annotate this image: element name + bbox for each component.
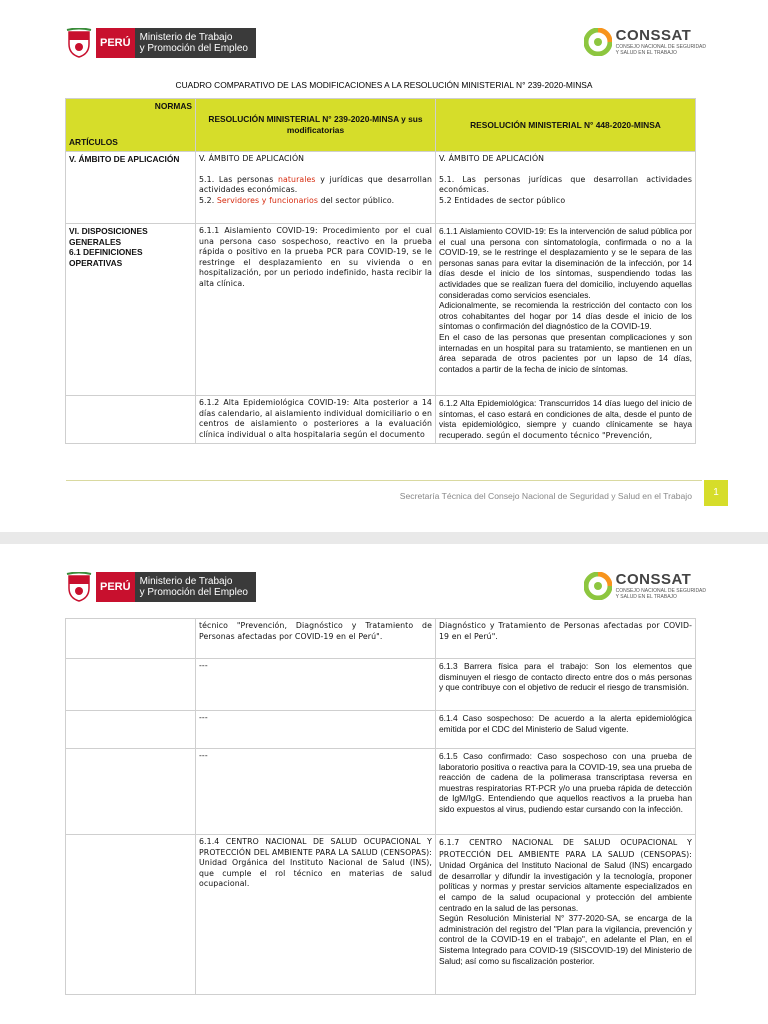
ministry-logo — [66, 570, 256, 604]
comparison-table-page-2 — [65, 618, 696, 995]
section-title: V. ÁMBITO DE APLICACIÓN — [199, 154, 305, 163]
row-col3-cell: Diagnóstico y Tratamiento de Personas afectadas por COVID-19 en el Perú". — [436, 619, 696, 659]
text-fragment: 6.1.2 Alta Epidemiológica: Transcurridos 14 días luego del inicio de síntomas, el caso estará en condiciones de alta, desde el punto de vista epidemiológico, siempre y cuando clínicamente se haya recuperado. — [439, 398, 692, 440]
document-page-2 — [0, 544, 768, 1024]
ministry-name — [135, 572, 256, 602]
text-fragment: Unidad Orgánica del Instituto Nacional de Salud (INS) encargado de desarrollar y difundir la investigación y la tecnología, proponer políticas y normas y prestar servicios altamente especializados en el campo de la salud ocupacional y protección del ambiente centrado en la salud de las personas. — [439, 860, 692, 913]
article-label-line: VI. DISPOSICIONES GENERALES — [69, 226, 148, 247]
row-col2-cell: --- — [196, 749, 436, 835]
text-fragment: del sector público. — [318, 195, 395, 205]
row-col3-cell — [436, 224, 696, 396]
row-col2-cell: técnico "Prevención, Diagnóstico y Tratamiento de Personas afectadas por COVID-19 en el Perú". — [196, 619, 436, 659]
comparison-table-page-1 — [65, 98, 696, 444]
paragraph: 5.2 Entidades de sector público — [439, 195, 566, 205]
row-article-label — [66, 711, 196, 749]
row-article-label — [66, 749, 196, 835]
text-fragment: 6.1.7 CENTRO NACIONAL DE SALUD OCUPACIONAL Y PROTECCIÓN DEL AMBIENTE PARA LA SALUD (CENSOPAS): — [439, 838, 692, 859]
paragraph: Según Resolución Ministerial N° 377-2020-SA, se encarga de la administración del registro del "Plan para la vigilancia, prevención y control de la COVID-19 en el trabajo", en adelante el Plan, en el Sistema Integrado para COVID-19 (SISCOVID-19) del Ministerio de Salud; así como su fiscalización posterior. — [439, 913, 692, 966]
peru-label: PERÚ — [96, 28, 135, 58]
table-row — [66, 835, 696, 995]
text-fragment: y jurídicas que desarrollan actividades económicas. — [199, 174, 432, 195]
conssat-logo — [584, 572, 706, 600]
text-fragment: 5.2. — [199, 195, 217, 205]
paragraph — [439, 837, 692, 913]
row-article-label: V. ÁMBITO DE APLICACIÓN — [66, 152, 196, 224]
row-col3-cell: 6.1.4 Caso sospechoso: De acuerdo a la alerta epidemiológica emitida por el CDC del Ministerio de Salud vigente. — [436, 711, 696, 749]
article-label-line: 6.1 DEFINICIONES OPERATIVAS — [69, 247, 143, 268]
row-col3-cell — [436, 152, 696, 224]
highlight-servidores: Servidores y funcionarios — [216, 195, 319, 205]
peru-label: PERÚ — [96, 572, 135, 602]
ministry-name — [135, 28, 256, 58]
coat-of-arms-icon — [66, 28, 92, 58]
row-article-label — [66, 396, 196, 444]
row-col3-cell: 6.1.5 Caso confirmado: Caso sospechoso con una prueba de laboratorio positiva o reactiva para la COVID-19, sea una prueba de reacción de cadena de la polimerasa transcriptasa reversa en muestras respiratorias RT-PCR y/o una prueba rápida de detección de IgM/IgG. Entendiendo que aquellos reactivos a la prueba han sido expuestos al virus, pudiendo estar cursando con la infección. — [436, 749, 696, 835]
table-row — [66, 619, 696, 659]
conssat-subtitle-1: CONSEJO NACIONAL DE SEGURIDAD — [615, 44, 706, 50]
ministry-logo — [66, 26, 256, 60]
paragraph: Adicionalmente, se recomienda la restricción del contacto con los otros cohabitantes del hogar por 14 días desde el inicio de los síntomas o confirmación del diagnóstico de la COVID-19. — [439, 300, 692, 332]
conssat-ring-icon — [584, 28, 612, 56]
row-col2-cell: --- — [196, 659, 436, 711]
conssat-subtitle-2: Y SALUD EN EL TRABAJO — [615, 50, 677, 56]
section-title: V. ÁMBITO DE APLICACIÓN — [439, 154, 545, 163]
coat-of-arms-icon — [66, 572, 92, 602]
table-row — [66, 749, 696, 835]
row-article-label — [66, 659, 196, 711]
row-article-label — [66, 835, 196, 995]
table-row — [66, 659, 696, 711]
text-fragment: según el documento técnico "Prevención, — [483, 430, 653, 440]
row-col2-cell: --- — [196, 711, 436, 749]
footer-divider — [66, 480, 702, 481]
ministry-line-1: Ministerio de Trabajo — [139, 32, 233, 43]
footer-text: Secretaría Técnica del Consejo Nacional de Seguridad y Salud en el Trabajo — [399, 491, 692, 501]
ministry-line-1: Ministerio de Trabajo — [139, 576, 233, 587]
ministry-line-2: y Promoción del Empleo — [139, 43, 248, 54]
row-col2-cell: 6.1.1 Aislamiento COVID-19: Procedimiento por el cual una persona caso sospechoso, reactivo en la prueba rápida o positivo en la prueba PCR para COVID-19, se le restringe el desplazamiento en su vivienda o en hospitalización, por un periodo indefinido, hasta recibir la alta clínica. — [196, 224, 436, 396]
conssat-ring-icon — [584, 572, 612, 600]
conssat-subtitle-1: CONSEJO NACIONAL DE SEGURIDAD — [615, 588, 706, 594]
row-col3-cell — [436, 396, 696, 444]
text-fragment: 5.1. Las personas — [199, 174, 278, 184]
highlight-naturales: naturales — [277, 174, 316, 184]
row-col3-cell: 6.1.3 Barrera física para el trabajo: Son los elementos que disminuyen el riesgo de contacto directo entre dos o más personas y que contribuye con el objetivo de reducir el riesgo de transmisión. — [436, 659, 696, 711]
paragraph: En el caso de las personas que presentan complicaciones y son internadas en un hospital para su tratamiento, se mantienen en un área separada de otros pacientes por un lapso de 14 días, contados a partir de la fecha de inicio de síntomas. — [439, 331, 692, 374]
page-number: 1 — [704, 480, 728, 506]
ministry-line-2: y Promoción del Empleo — [139, 587, 248, 598]
row-col2-cell: 6.1.4 CENTRO NACIONAL DE SALUD OCUPACIONAL Y PROTECCIÓN DEL AMBIENTE PARA LA SALUD (CENSOPAS): Unidad Orgánica del Instituto Nacional de Salud (INS), que cumple el rol técnico en materias de salud ocupacional. — [196, 835, 436, 995]
table-row — [66, 396, 696, 444]
paragraph: 6.1.1 Aislamiento COVID-19: Es la intervención de salud pública por el cual una persona con sintomatología, confirmada o no a la COVID-19, se le restringe el desplazamiento y se le separa de las personas sanas para evitar la diseminación de la infección, por 14 días desde el inicio de los síntomas, suspendiendo todas las actividades que se realizan fuera del domicilio, incluyendo aquellas consideradas como servicios esenciales. — [439, 226, 692, 300]
conssat-title: CONSSAT — [615, 571, 692, 588]
header-col-239: RESOLUCIÓN MINISTERIAL N° 239-2020-MINSA y sus modificatorias — [196, 99, 436, 152]
conssat-title: CONSSAT — [615, 27, 692, 44]
row-col3-cell — [436, 835, 696, 995]
table-row — [66, 152, 696, 224]
row-col2-cell — [196, 152, 436, 224]
row-article-label — [66, 224, 196, 396]
header-cell-normas-articulos — [66, 99, 196, 152]
table-row — [66, 224, 696, 396]
document-title: CUADRO COMPARATIVO DE LAS MODIFICACIONES A LA RESOLUCIÓN MINISTERIAL N° 239-2020-MINSA — [175, 80, 593, 90]
table-row — [66, 711, 696, 749]
header-col-448: RESOLUCIÓN MINISTERIAL N° 448-2020-MINSA — [436, 99, 696, 152]
row-col2-cell: 6.1.2 Alta Epidemiológica COVID-19: Alta posterior a 14 días calendario, al aislamiento individual domiciliario o en centros de aislamiento o posteriores a la evaluación clínica individual o alta hospitalaria según el documento — [196, 396, 436, 444]
paragraph: 5.1. Las personas jurídicas que desarrollan actividades económicas. — [439, 174, 692, 195]
conssat-subtitle-2: Y SALUD EN EL TRABAJO — [615, 594, 677, 600]
normas-label: NORMAS — [154, 101, 192, 111]
conssat-logo — [584, 28, 706, 56]
articulos-label: ARTÍCULOS — [69, 137, 118, 148]
table-header-row — [66, 99, 696, 152]
row-article-label — [66, 619, 196, 659]
